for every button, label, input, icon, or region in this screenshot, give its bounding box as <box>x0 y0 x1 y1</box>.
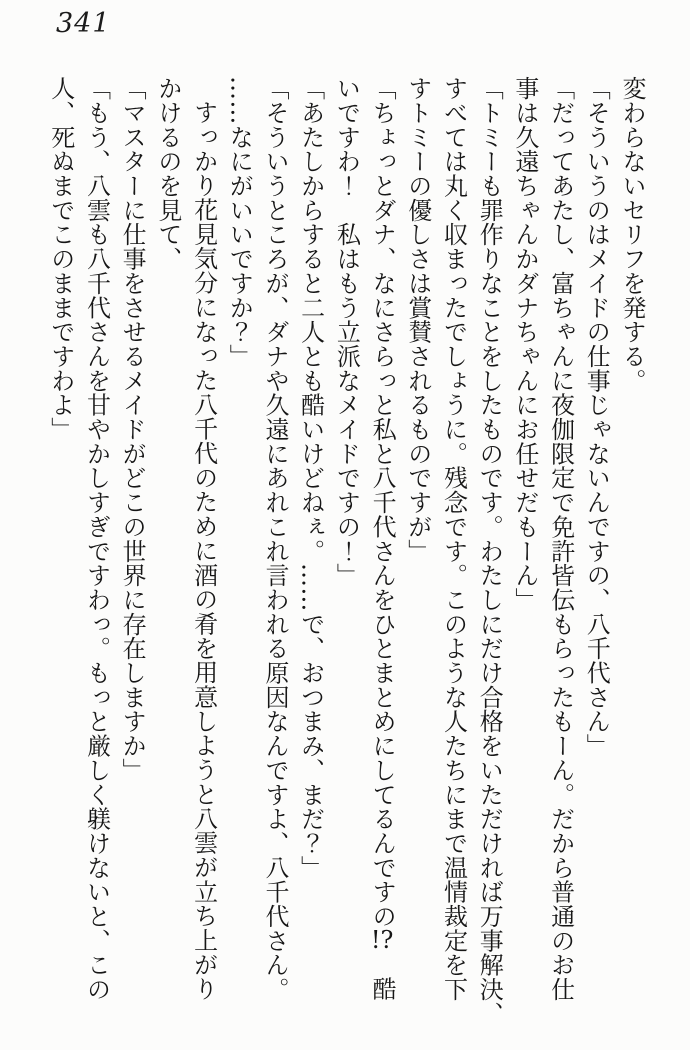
text-line-6: すべては丸く収まったでしょうに。残念です。このような人たちにまで温情裁定を下 <box>439 76 468 1002</box>
exclamation-question-mark: !? <box>370 928 394 953</box>
text-line-13: すっかり花見気分になった八千代のために酒の肴を用意しようと八雲が立ち上がり <box>189 100 218 1002</box>
text-line-4: 事は久遠ちゃんかダナちゃんにお任せだもーん」 <box>510 76 539 612</box>
text-line-10: 「あたしからすると二人とも酷いけどねぇ。……で、おつまみ、まだ？」 <box>296 76 325 880</box>
text-line-11: 「そういうところが、ダナや久遠にあれこれ言われる原因なんですよ、八千代さん。 <box>260 76 289 1002</box>
text-line-5: 「トミーも罪作りなことをしたものです。わたしにだけ合格をいただければ万事解決、 <box>475 76 504 1026</box>
text-line-16: 「もう、八雲も八千代さんを甘やかしすぎですわっ。もっと厳しく躾けないと、この <box>82 76 111 1002</box>
text-line-1: 変わらないセリフを発する。 <box>618 76 646 393</box>
text-line-9: いですわ！ 私はもう立派なメイドですの！」 <box>332 76 361 588</box>
page-number: 341 <box>56 8 111 39</box>
text-line-17: 人、死ぬまでこのままですわよ」 <box>46 76 75 442</box>
text-line-3: 「だってあたし、富ちゃんに夜伽限定で免許皆伝もらったもーん。だから普通のお仕 <box>546 76 575 1002</box>
text-line-14: かけるのを見て、 <box>153 76 182 271</box>
text-line-2: 「そういうのはメイドの仕事じゃないんですの、八千代さん」 <box>582 76 611 758</box>
text-line-15: 「マスターに仕事をさせるメイドがどこの世界に存在しますか」 <box>118 76 147 783</box>
text-line-7: すトミーの優しさは賞賛されるものですが」 <box>403 76 432 563</box>
page-text <box>42 76 649 1028</box>
text-line-12: ……なにがいいですか？」 <box>225 76 254 369</box>
text-line-8: 「ちょっとダナ、なにさらっと私と八千代さんをひとまとめにしてるんですの!? 酷 <box>368 76 397 1001</box>
